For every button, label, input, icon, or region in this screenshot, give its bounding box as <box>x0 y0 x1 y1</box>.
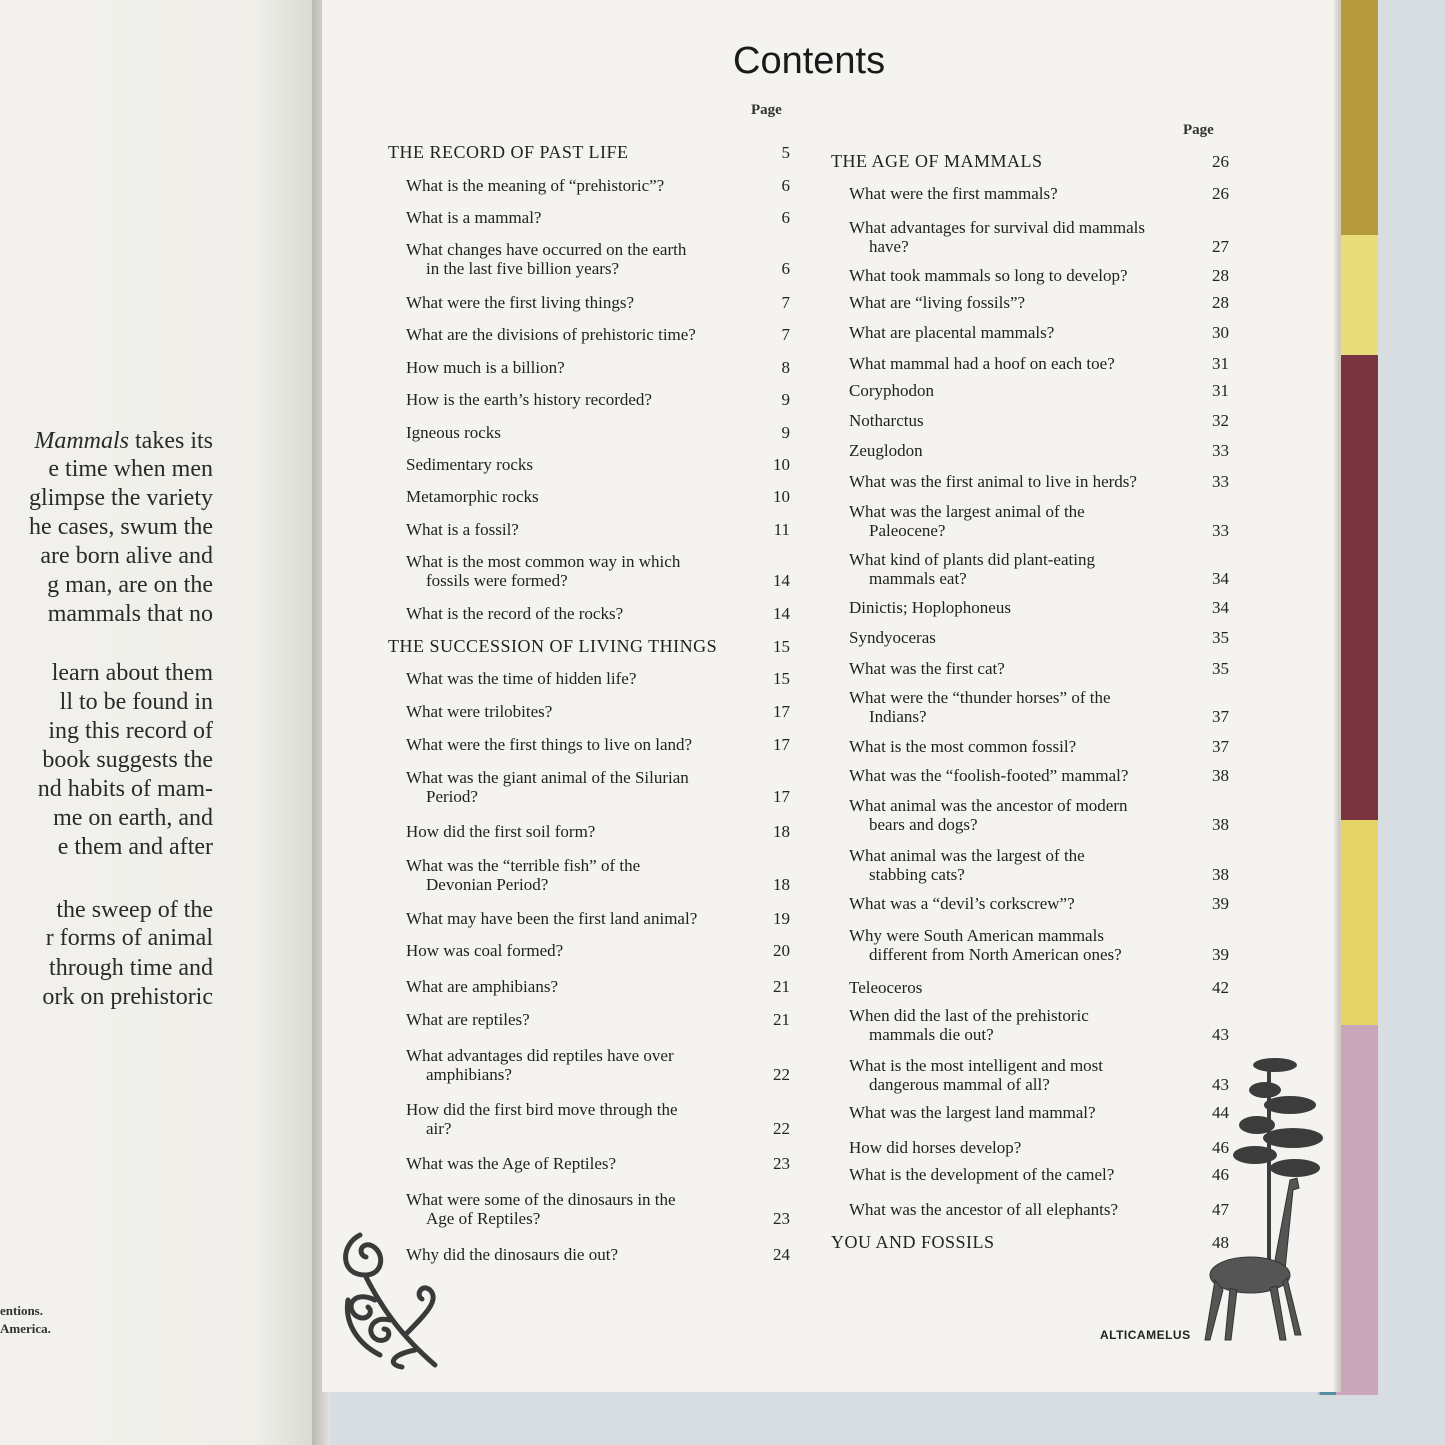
toc-right-column <box>831 0 1229 1300</box>
toc-entry-title: Igneous rocks <box>406 423 501 442</box>
toc-entry-title: What advantages for survival did mammals have? <box>849 218 1145 256</box>
toc-page-number: 46 <box>1212 1138 1229 1157</box>
left-page-text-line: learn about them <box>51 660 213 686</box>
toc-page-number: 31 <box>1212 381 1229 400</box>
toc-entry-title: What is a fossil? <box>406 520 519 539</box>
toc-entry-title: What changes have occurred on the earth in the last five billion years? <box>406 240 687 278</box>
illustration-caption: ALTICAMELUS <box>1100 1328 1191 1342</box>
page-column-header-left: Page <box>751 102 782 118</box>
toc-page-number: 21 <box>773 1010 790 1029</box>
toc-page-number: 39 <box>1212 945 1229 964</box>
toc-entry-title: What are placental mammals? <box>849 323 1055 342</box>
toc-page-number: 23 <box>773 1209 790 1228</box>
toc-page-number: 47 <box>1212 1200 1229 1219</box>
page-column-header-right: Page <box>1183 122 1214 138</box>
italic-title: Mammals <box>34 428 129 454</box>
toc-entry-title: What is the most common fossil? <box>849 737 1077 756</box>
toc-entry-title: What mammal had a hoof on each toe? <box>849 354 1115 373</box>
toc-entry-title: What were some of the dinosaurs in the Age of Reptiles? <box>406 1190 676 1228</box>
left-page-text-line: the sweep of the <box>56 897 213 923</box>
toc-page-number: 43 <box>1212 1025 1229 1044</box>
toc-page-number: 20 <box>773 941 790 960</box>
left-page-text-line: e time when men <box>48 456 213 482</box>
toc-entry-title: How is the earth’s history recorded? <box>406 390 652 409</box>
toc-page-number: 26 <box>1212 184 1229 203</box>
toc-entry-title: What are “living fossils”? <box>849 293 1026 312</box>
toc-page-number: 28 <box>1212 293 1229 312</box>
toc-page-number: 38 <box>1212 766 1229 785</box>
toc-entry-title: What is a mammal? <box>406 208 542 227</box>
toc-page-number: 31 <box>1212 354 1229 373</box>
toc-entry-title: What were trilobites? <box>406 702 553 721</box>
left-page-text-line: Mammals takes its <box>34 428 213 454</box>
toc-entry-title: YOU AND FOSSILS <box>831 1232 995 1252</box>
toc-page-number: 37 <box>1212 707 1229 726</box>
toc-entry-title: What was the “foolish-footed” mammal? <box>849 766 1129 785</box>
toc-left-column <box>388 0 790 1300</box>
alticamelus-illustration-icon <box>1195 1050 1335 1350</box>
toc-entry-title: What may have been the first land animal? <box>406 909 698 928</box>
toc-entry-title: What was the time of hidden life? <box>406 669 637 688</box>
toc-page-number: 43 <box>1212 1075 1229 1094</box>
toc-page-number: 18 <box>773 875 790 894</box>
toc-page-number: 33 <box>1212 521 1229 540</box>
toc-page-number: 22 <box>773 1065 790 1084</box>
left-page-text-line: he cases, swum the <box>29 514 213 540</box>
toc-entry-title: What were the first living things? <box>406 293 635 312</box>
toc-entry-title: What were the first mammals? <box>849 184 1058 203</box>
toc-entry-title: Syndyoceras <box>849 628 936 647</box>
toc-entry-title: THE SUCCESSION OF LIVING THINGS <box>388 636 718 656</box>
left-page-text-line: book suggests the <box>42 747 213 773</box>
toc-entry-title: What was the ancestor of all elephants? <box>849 1200 1119 1219</box>
toc-page-number: 21 <box>773 977 790 996</box>
toc-page-number: 26 <box>1212 152 1229 171</box>
toc-page-number: 34 <box>1212 569 1229 588</box>
toc-entry-title: Dinictis; Hoplophoneus <box>849 598 1011 617</box>
toc-page-number: 10 <box>773 455 790 474</box>
toc-page-number: 8 <box>781 358 790 377</box>
left-page-text-line: glimpse the variety <box>29 485 213 511</box>
toc-page-number: 44 <box>1212 1103 1229 1122</box>
toc-entry-title: What was a “devil’s corkscrew”? <box>849 894 1075 913</box>
toc-entry-title: Coryphodon <box>849 381 934 400</box>
toc-page-number: 33 <box>1212 472 1229 491</box>
toc-page-number: 7 <box>781 293 790 312</box>
left-page-text-line: nd habits of mam- <box>37 776 213 802</box>
toc-entry-title: When did the last of the prehistoric mammals die out? <box>849 1006 1089 1044</box>
toc-entry-title: What took mammals so long to develop? <box>849 266 1128 285</box>
toc-page-number: 17 <box>773 735 790 754</box>
toc-page-number: 14 <box>773 604 790 623</box>
left-page-text-line: mammals that no <box>47 601 213 627</box>
toc-page-number: 15 <box>773 637 790 656</box>
toc-entry-title: What is the record of the rocks? <box>406 604 624 623</box>
toc-entry-title: How did the first soil form? <box>406 822 596 841</box>
toc-page-number: 37 <box>1212 737 1229 756</box>
toc-page-number: 19 <box>773 909 790 928</box>
toc-entry-title: Teleoceros <box>849 978 923 997</box>
toc-entry-title: What was the largest animal of the Paleocene? <box>849 502 1085 540</box>
left-page-footer-line-1: entions. <box>0 1303 43 1318</box>
toc-page-number: 9 <box>781 390 790 409</box>
toc-page-number: 42 <box>1212 978 1229 997</box>
toc-page-number: 6 <box>781 176 790 195</box>
toc-page-number: 46 <box>1212 1165 1229 1184</box>
toc-page-number: 7 <box>781 325 790 344</box>
toc-entry-title: What are amphibians? <box>406 977 558 996</box>
toc-entry-title: THE RECORD OF PAST LIFE <box>388 142 629 162</box>
toc-page-number: 6 <box>781 208 790 227</box>
toc-page-number: 35 <box>1212 628 1229 647</box>
toc-entry-title: What animal was the ancestor of modern bears and dogs? <box>849 796 1128 834</box>
toc-page-number: 39 <box>1212 894 1229 913</box>
toc-entry-title: What were the first things to live on land? <box>406 735 693 754</box>
toc-entry-title: Zeuglodon <box>849 441 923 460</box>
toc-page-number: 28 <box>1212 266 1229 285</box>
toc-page-number: 18 <box>773 822 790 841</box>
toc-entry-title: How was coal formed? <box>406 941 564 960</box>
toc-page-number: 34 <box>1212 598 1229 617</box>
toc-page-number: 17 <box>773 702 790 721</box>
toc-entry-title: What is the most common way in which fossils were formed? <box>406 552 681 590</box>
toc-page-number: 14 <box>773 571 790 590</box>
toc-entry-title: What were the “thunder horses” of the Indians? <box>849 688 1111 726</box>
toc-entry-title: What was the “terrible fish” of the Devonian Period? <box>406 856 641 894</box>
toc-page-number: 35 <box>1212 659 1229 678</box>
toc-page-number: 30 <box>1212 323 1229 342</box>
toc-page-number: 6 <box>781 259 790 278</box>
left-page-text-line: ll to be found in <box>59 689 213 715</box>
left-page-text-line: ork on prehistoric <box>42 984 213 1010</box>
toc-entry-title: Why were South American mammals different from North American ones? <box>849 926 1122 964</box>
toc-entry-title: What was the giant animal of the Silurian Period? <box>406 768 689 806</box>
left-page-text-line: r forms of animal <box>45 925 213 951</box>
left-page-text-line: me on earth, and <box>53 805 213 831</box>
toc-entry-title: What was the first cat? <box>849 659 1005 678</box>
toc-entry-title: Metamorphic rocks <box>406 487 539 506</box>
toc-entry-title: Notharctus <box>849 411 924 430</box>
left-page-text-line: ing this record of <box>48 718 213 744</box>
toc-page-number: 48 <box>1212 1233 1229 1252</box>
toc-entry-title: What advantages did reptiles have over amphibians? <box>406 1046 674 1084</box>
left-page-text-line: g man, are on the <box>47 572 213 598</box>
left-page-text-line: e them and after <box>57 834 213 860</box>
toc-page-number: 9 <box>781 423 790 442</box>
toc-page-number: 27 <box>1212 237 1229 256</box>
page-title: Contents <box>733 40 886 82</box>
toc-page-number: 38 <box>1212 865 1229 884</box>
toc-page-number: 24 <box>773 1245 790 1264</box>
left-page-text-line: through time and <box>49 955 213 981</box>
toc-page-number: 33 <box>1212 441 1229 460</box>
toc-entry-title: THE AGE OF MAMMALS <box>831 151 1043 171</box>
toc-entry-title: What is the development of the camel? <box>849 1165 1115 1184</box>
toc-entry-title: What animal was the largest of the stabbing cats? <box>849 846 1085 884</box>
left-page-text-line: are born alive and <box>40 543 213 569</box>
toc-page-number: 17 <box>773 787 790 806</box>
toc-entry-title: Sedimentary rocks <box>406 455 533 474</box>
toc-page-number: 15 <box>773 669 790 688</box>
toc-entry-title: What kind of plants did plant-eating mammals eat? <box>849 550 1095 588</box>
toc-entry-title: What was the first animal to live in herds? <box>849 472 1137 491</box>
toc-entry-title: What are reptiles? <box>406 1010 530 1029</box>
toc-entry-title: How much is a billion? <box>406 358 565 377</box>
toc-page-number: 23 <box>773 1154 790 1173</box>
toc-page-number: 11 <box>773 520 790 539</box>
toc-entry-title: What are the divisions of prehistoric time? <box>406 325 696 344</box>
toc-page-number: 10 <box>773 487 790 506</box>
toc-entry-title: Why did the dinosaurs die out? <box>406 1245 618 1264</box>
toc-entry-title: How did horses develop? <box>849 1138 1022 1157</box>
toc-entry-title: What is the most intelligent and most dangerous mammal of all? <box>849 1056 1104 1094</box>
toc-entry-title: How did the first bird move through the air? <box>406 1100 678 1138</box>
toc-page-number: 38 <box>1212 815 1229 834</box>
toc-page-number: 22 <box>773 1119 790 1138</box>
toc-entry-title: What is the meaning of “prehistoric”? <box>406 176 665 195</box>
toc-entry-title: What was the Age of Reptiles? <box>406 1154 617 1173</box>
left-page <box>0 0 318 1445</box>
toc-entry-title: What was the largest land mammal? <box>849 1103 1096 1122</box>
toc-page-number: 5 <box>781 143 790 162</box>
toc-page-number: 32 <box>1212 411 1229 430</box>
left-page-footer-line-2: America. <box>0 1321 51 1336</box>
fern-scroll-icon <box>330 1205 455 1375</box>
